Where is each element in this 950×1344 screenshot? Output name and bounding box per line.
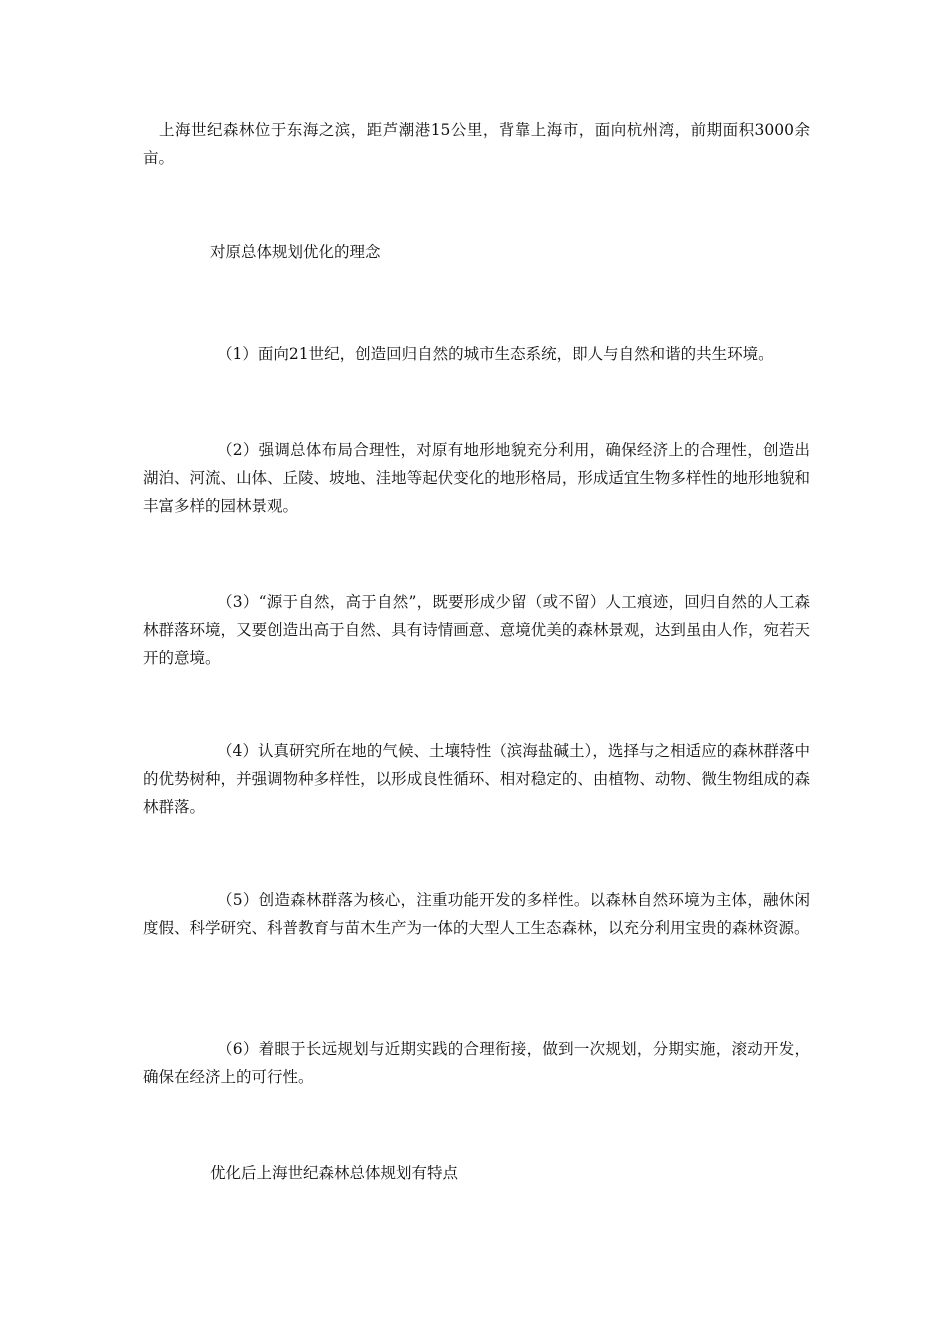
point-paragraph-4: （4）认真研究所在地的气候、土壤特性（滨海盐碱土），选择与之相适应的森林群落中的优势树种，并强调物种多样性，以形成良性循环、相对稳定的、由植物、动物、微生物组成的森林群落。 — [143, 742, 810, 816]
section-heading-concept: 对原总体规划优化的理念 — [210, 243, 381, 261]
point-paragraph-2: （2）强调总体布局合理性，对原有地形地貌充分利用，确保经济上的合理性，创造出湖泊、河流、山体、丘陵、坡地、洼地等起伏变化的地形格局，形成适宜生物多样性的地形地貌和丰富多样的园林景观。 — [143, 441, 810, 515]
point-paragraph-6: （6）着眼于长远规划与近期实践的合理衔接，做到一次规划，分期实施，滚动开发，确保在经济上的可行性。 — [143, 1040, 810, 1086]
point-paragraph-3: （3）“源于自然，高于自然”，既要形成少留（或不留）人工痕迹，回归自然的人工森林群落环境，又要创造出高于自然、具有诗情画意、意境优美的森林景观，达到虽由人作，宛若天开的意境。 — [143, 593, 810, 667]
point-paragraph-5: （5）创造森林群落为核心，注重功能开发的多样性。以森林自然环境为主体，融休闲度假、科学研究、科普教育与苗木生产为一体的大型人工生态森林，以充分利用宝贵的森林资源。 — [143, 891, 810, 937]
section-heading-features: 优化后上海世纪森林总体规划有特点 — [210, 1164, 459, 1182]
intro-paragraph: 上海世纪森林位于东海之滨，距芦潮港15公里，背靠上海市，面向杭州湾，前期面积3000余亩。 — [143, 121, 810, 167]
point-paragraph-1: （1）面向21世纪，创造回归自然的城市生态系统，即人与自然和谐的共生环境。 — [217, 345, 774, 363]
